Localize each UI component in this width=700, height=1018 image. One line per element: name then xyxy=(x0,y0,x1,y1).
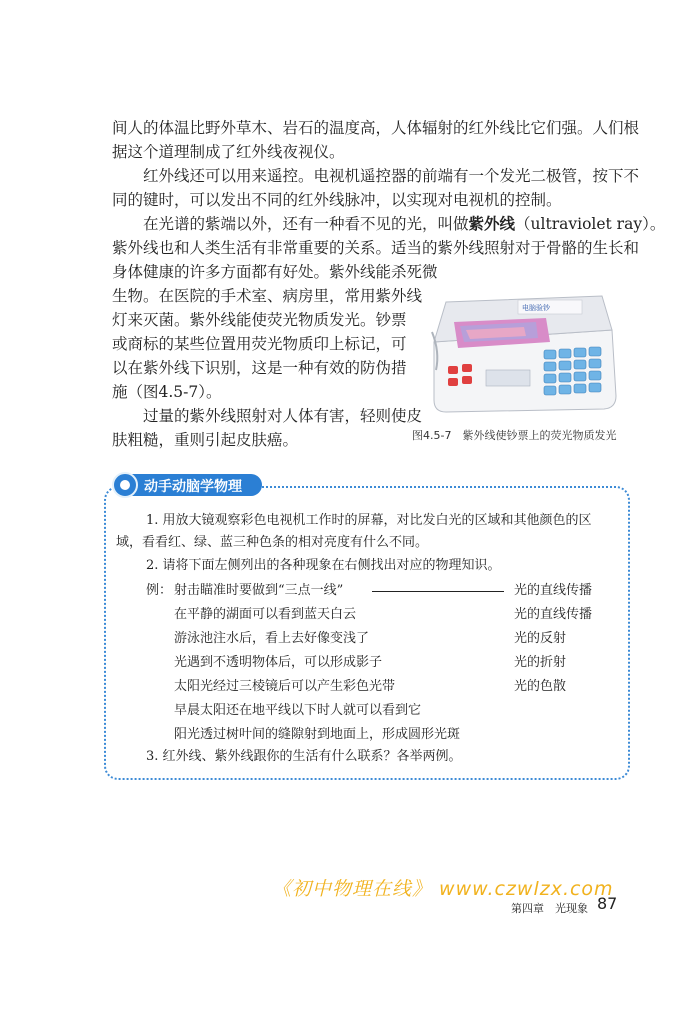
text-segment: （ultraviolet ray）。 xyxy=(515,215,666,233)
uv-detector-illustration xyxy=(426,292,622,416)
question-1-line-2: 域，看看红、绿、蓝三种色条的相对亮度有什么不同。 xyxy=(116,535,429,550)
knowledge-item: 光的折射 xyxy=(514,655,567,670)
phenomenon-item: 太阳光经过三棱镜后可以产生彩色光带 xyxy=(174,679,396,694)
text-line: 以在紫外线下识别，这是一种有效的防伪措 xyxy=(112,359,407,377)
phenomenon-item: 在平静的湖面可以看到蓝天白云 xyxy=(174,607,357,622)
phenomenon-item: 阳光透过树叶间的缝隙射到地面上，形成圆形光斑 xyxy=(174,727,461,742)
text-line: 身体健康的许多方面都有好处。紫外线能杀死微 xyxy=(112,263,438,281)
text-line: 生物。在医院的手术室、病房里，常用紫外线 xyxy=(112,287,423,305)
question-2: 2. 请将下面左侧列出的各种现象在右侧找出对应的物理知识。 xyxy=(146,558,501,573)
text-line: 据这个道理制成了红外线夜视仪。 xyxy=(112,143,345,161)
text-line: 肤粗糙，重则引起皮肤癌。 xyxy=(112,431,299,449)
figure-caption: 图4.5-7 紫外线使钞票上的荧光物质发光 xyxy=(412,429,617,442)
activity-header xyxy=(112,472,262,498)
text-line xyxy=(112,212,666,236)
text-line: 间人的体温比野外草木、岩石的温度高，人体辐射的红外线比它们强。人们根 xyxy=(112,119,640,137)
text-segment: 在光谱的紫端以外，还有一种看不见的光，叫做 xyxy=(143,215,469,233)
figure-uv-detector xyxy=(426,292,622,416)
paragraph-2 xyxy=(112,164,640,212)
question-1-line-1: 1. 用放大镜观察彩色电视机工作时的屏幕，对比发白光的区域和其他颜色的区 xyxy=(146,513,592,528)
text-line: 或商标的某些位置用荧光物质印上标记，可 xyxy=(112,335,407,353)
text-line: 灯来灭菌。紫外线能使荧光物质发光。钞票 xyxy=(112,311,407,329)
phenomenon-item: 早晨太阳还在地平线以下时人就可以看到它 xyxy=(174,703,422,718)
phenomenon-item: 游泳池注水后，看上去好像变浅了 xyxy=(174,631,370,646)
knowledge-item: 光的反射 xyxy=(514,631,567,646)
target-icon xyxy=(112,472,138,498)
text-line: 紫外线也和人类生活有非常重要的关系。适当的紫外线照射对于骨骼的生长和 xyxy=(112,239,640,257)
knowledge-item: 光的直线传播 xyxy=(514,607,593,622)
example-match-line xyxy=(372,591,504,592)
phenomenon-item: 射击瞄准时要做到“三点一线” xyxy=(174,583,344,598)
paragraph-1 xyxy=(112,116,640,164)
page-number: 87 xyxy=(597,894,618,913)
knowledge-item: 光的直线传播 xyxy=(514,583,593,598)
site-watermark: 《初中物理在线》 www.czwlzx.com xyxy=(272,878,614,900)
text-line: 同的键时，可以发出不同的红外线脉冲，以实现对电视机的控制。 xyxy=(112,191,562,209)
chapter-label: 第四章 光现象 xyxy=(511,902,588,915)
question-3: 3. 红外线、紫外线跟你的生活有什么联系？各举两例。 xyxy=(146,749,462,764)
text-line: 施（图4.5-7）。 xyxy=(112,383,222,401)
example-prefix: 例： xyxy=(146,583,173,598)
text-line: 红外线还可以用来遥控。电视机遥控器的前端有一个发光二极管，按下不 xyxy=(143,167,640,185)
phenomenon-item: 光遇到不透明物体后，可以形成影子 xyxy=(174,655,383,670)
activity-title: 动手动脑学物理 xyxy=(144,479,242,495)
text-line: 过量的紫外线照射对人体有害，轻则使皮 xyxy=(143,407,423,425)
svg-text:电脑验钞: 电脑验钞 xyxy=(522,304,550,312)
knowledge-item: 光的色散 xyxy=(514,679,567,694)
term-ultraviolet: 紫外线 xyxy=(468,214,516,233)
